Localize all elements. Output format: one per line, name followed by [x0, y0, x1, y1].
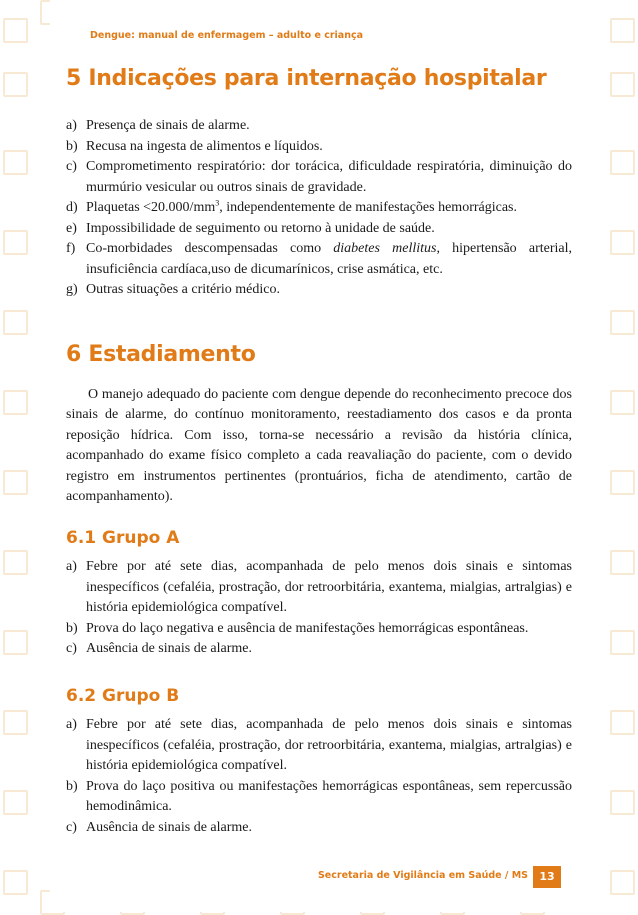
section-6-paragraph: O manejo adequado do paciente com dengue depende do reconhecimento precoce dos sinais de alarme, do contínuo monitoramento, reestadiamento dos casos e da pronta reposição hídrica. Com isso, torna-se necessário a revisão da história clínica, acompanhado do exame físico completo a cada reavaliação do paciente, com o devido registro em instrumentos pertinentes (prontuários, ficha de atendimento, cartão de acompanhamento). — [66, 387, 572, 505]
item-label: c) — [66, 819, 77, 835]
superscript: 3 — [215, 198, 220, 208]
item-label: c) — [66, 641, 77, 656]
footer-text: Secretaria de Vigilância em Saúde / MS — [317, 870, 528, 881]
group-b-title: 6.2 Grupo B — [66, 686, 180, 706]
page-number: 13 — [533, 866, 561, 888]
list-item — [66, 239, 572, 280]
item-label: a) — [66, 118, 77, 133]
list-item — [66, 116, 572, 137]
item-label: a) — [66, 717, 77, 732]
item-text: Outras situações a critério médico. — [86, 282, 280, 297]
list-item — [66, 619, 572, 640]
list-item — [66, 715, 572, 777]
list-item — [66, 219, 572, 240]
list-item — [66, 777, 572, 818]
item-text: , hipertensão arterial, insuficiência cardíaca,uso de dicumarínicos, crise asmática, etc. — [86, 241, 572, 277]
section-5-list — [66, 116, 572, 301]
item-text: Febre por até sete dias, acompanhada de pelo menos dois sinais e sintomas inespecíficos (cefaléia, prostração, dor retroorbitária, exantema, mialgias, artralgias) e história epidemiológica compatível. — [86, 717, 572, 773]
item-label: a) — [66, 559, 77, 574]
list-item — [66, 198, 572, 219]
group-a-title: 6.1 Grupo A — [66, 528, 180, 548]
item-label: f) — [66, 241, 76, 256]
item-label: b) — [66, 138, 78, 154]
italic-term: diabetes mellitus — [333, 241, 437, 256]
section-6-title: 6 Estadiamento — [66, 342, 256, 367]
item-label: b) — [66, 778, 78, 794]
item-label: d) — [66, 200, 78, 215]
item-text: Comprometimento respiratório: dor torácica, dificuldade respiratória, diminuição do murmúrio vesicular ou outros sinais de gravidade. — [86, 159, 572, 195]
item-label: b) — [66, 620, 78, 636]
group-b-list — [66, 715, 572, 838]
item-text: Plaquetas <20.000/mm — [86, 200, 216, 215]
item-text: Prova do laço positiva ou manifestações hemorrágicas espontâneas, sem repercussão hemodinâmica. — [86, 778, 572, 814]
item-label: g) — [66, 282, 78, 297]
page-footer — [0, 866, 638, 888]
list-item — [66, 818, 572, 839]
item-text: Recusa na ingesta de alimentos e líquidos. — [86, 138, 323, 154]
item-text: Co-morbidades descompensadas como — [86, 241, 334, 256]
section-5-title: 5 Indicações para internação hospitalar — [66, 66, 547, 91]
item-label: c) — [66, 159, 77, 174]
list-item — [66, 639, 572, 660]
list-item — [66, 557, 572, 619]
list-item — [66, 157, 572, 198]
item-text: Febre por até sete dias, acompanhada de pelo menos dois sinais e sintomas inespecíficos (cefaléia, prostração, dor retroorbitária, exantema, mialgias, artralgias) e história epidemiológica compatível. — [86, 559, 572, 615]
item-text: Presença de sinais de alarme. — [86, 118, 250, 133]
group-a-list — [66, 557, 572, 660]
item-text: Prova do laço negativa e ausência de manifestações hemorrágicas espontâneas. — [86, 620, 529, 636]
list-item — [66, 137, 572, 158]
item-text: Ausência de sinais de alarme. — [86, 819, 252, 835]
running-head: Dengue: manual de enfermagem – adulto e criança — [90, 30, 363, 41]
item-text: Impossibilidade de seguimento ou retorno à unidade de saúde. — [86, 220, 435, 236]
item-text: , independentemente de manifestações hemorrágicas. — [219, 200, 517, 215]
item-label: e) — [66, 220, 77, 236]
list-item — [66, 280, 572, 301]
item-text: Ausência de sinais de alarme. — [86, 641, 252, 656]
